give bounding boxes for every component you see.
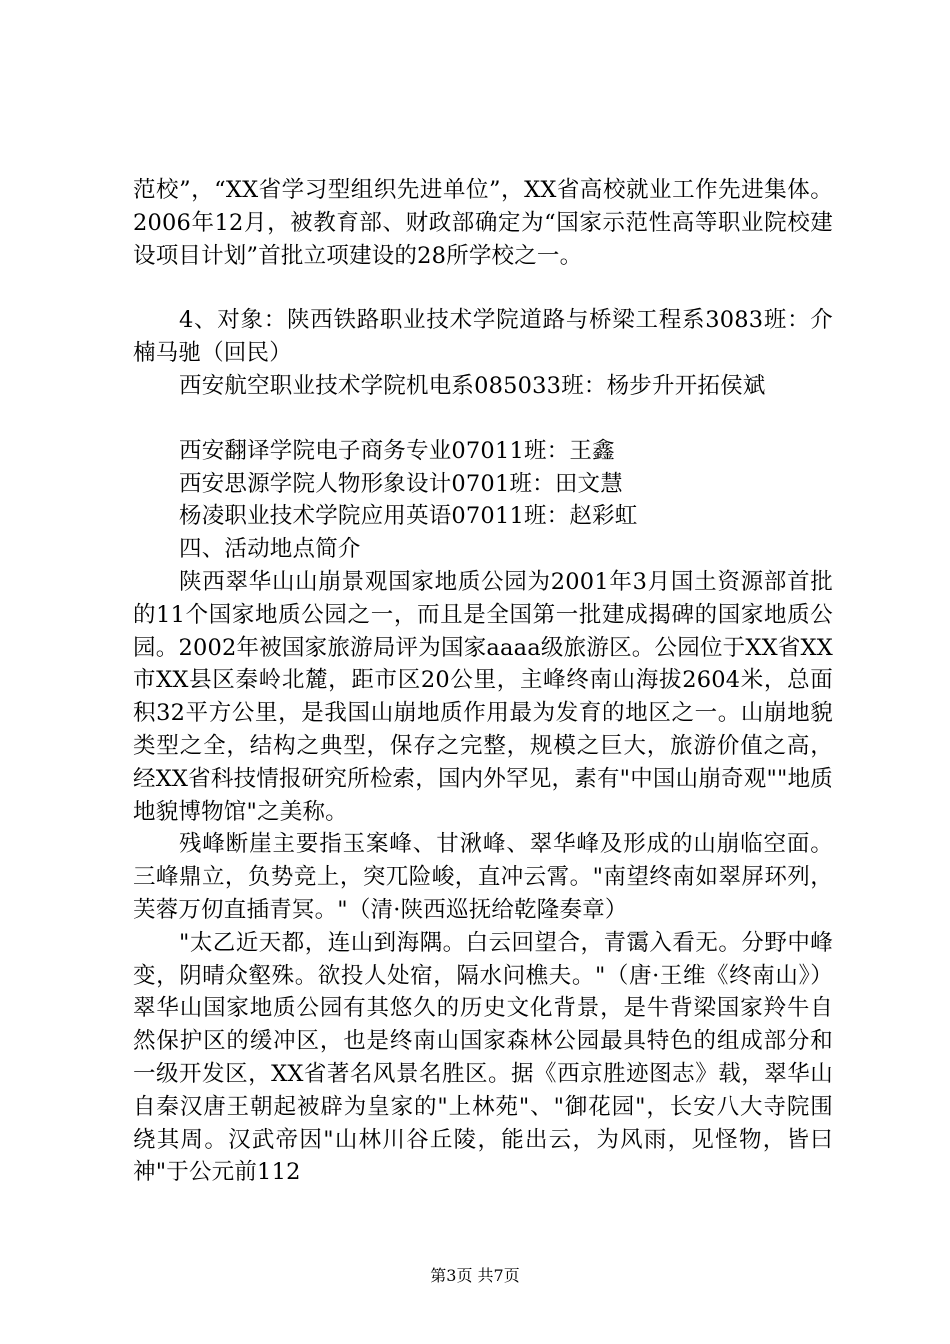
paragraph-venue-intro: 陕西翠华山山崩景观国家地质公园为2001年3月国土资源部首批的11个国家地质公园之一，而且是全国第一批建成揭碑的国家地质公园。2002年被国家旅游局评为国家aaaa级旅游区。公园位于XX省XX市XX县区秦岭北麓，距市区20公里，主峰终南山海拔2604米，总面积32平方公里，是我国山崩地质作用最为发育的地区之一。山崩地貌类型之全，结构之典型，保存之完整，规模之巨大，旅游价值之高，经XX省科技情报研究所检索，国内外罕见，素有"中国山崩奇观""地质地貌博物馆"之美称。: [133, 568, 833, 825]
paragraph-participant-xian-aviation: 西安航空职业技术学院机电系085033班：杨步升开拓侯斌: [179, 372, 766, 399]
paragraph-participant-xian-siyuan: 西安思源学院人物形象设计0701班：田文慧: [179, 470, 623, 497]
section-heading-venue: 四、活动地点简介: [179, 536, 361, 563]
paragraph-peaks: 残峰断崖主要指玉案峰、甘湫峰、翠华峰及形成的山崩临空面。三峰鼎立，负势竞上，突兀险峻，直冲云霄。"南望终南如翠屏环列，芙蓉万仞直插青冥。"（清·陕西巡抚给乾隆奏章）: [133, 831, 833, 923]
paragraph-participant-yangling: 杨凌职业技术学院应用英语07011班：赵彩虹: [179, 503, 638, 530]
paragraph-participant-xian-translation: 西安翻译学院电子商务专业07011班：王鑫: [179, 437, 615, 464]
paragraph-participants: 4、对象：陕西铁路职业技术学院道路与桥梁工程系3083班：介楠马驰（回民）: [133, 307, 833, 367]
paragraph-history: "太乙近天都，连山到海隅。白云回望合，青霭入看无。分野中峰变，阴晴众壑殊。欲投人处宿，隔水问樵夫。"（唐·王维《终南山》）翠华山国家地质公园有其悠久的历史文化背景，是牛背梁国家羚牛自然保护区的缓冲区，也是终南山国家森林公园最具特色的组成部分和一级开发区，XX省著名风景名胜区。据《西京胜迹图志》载，翠华山自秦汉唐王朝起被辟为皇家的"上林苑"、"御花园"，长安八大寺院围绕其周。汉武帝因"山林川谷丘陵，能出云，为风雨，见怪物，皆曰神"于公元前112: [133, 929, 833, 1186]
paragraph-gap: [133, 272, 833, 304]
paragraph-gap: [133, 403, 833, 435]
page-number-footer: 第3页 共7页: [430, 1266, 520, 1285]
document-body: [133, 174, 833, 1189]
paragraph-intro-continued: 范校”，“XX省学习型组织先进单位”，XX省高校就业工作先进集体。2006年12月，被教育部、财政部确定为“国家示范性高等职业院校建设项目计划”首批立项建设的28所学校之一。: [133, 177, 833, 269]
